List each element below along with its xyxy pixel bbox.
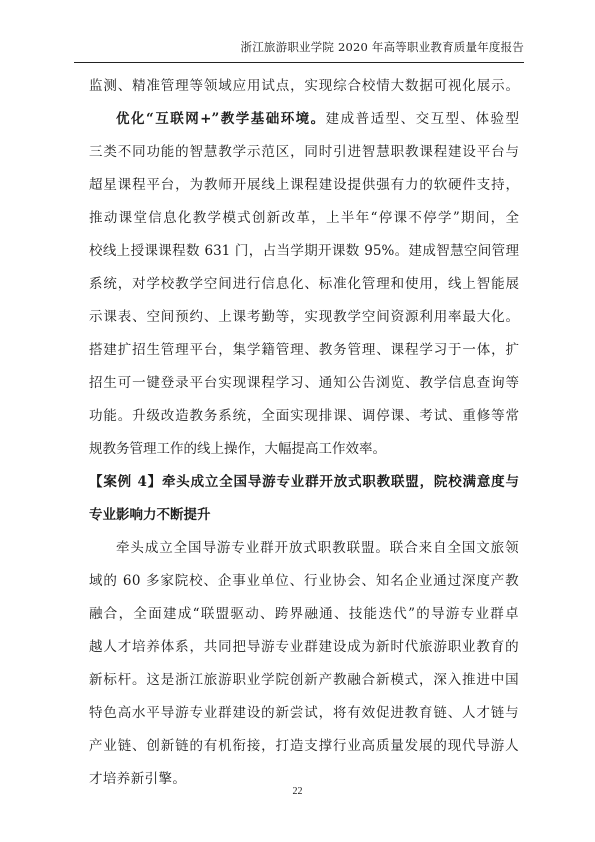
running-header [74,38,524,63]
paragraph-lead-heading: 优化“互联网+”教学基础环境。 [116,111,326,127]
page-number: 22 [292,786,303,797]
body-content [89,70,519,796]
case-line-1: 牵头成立全国导游专业群开放式职教联盟。联合来自全国文旅领 [116,540,519,556]
case-line-3: 融合，全面建成“联盟驱动、跨界融通、技能迭代”的导游专业群卓 [89,606,519,622]
header-title: 浙江旅游职业学院 2020 年高等职业教育质量年度报告 [240,40,524,54]
paragraph-lead-line [89,103,519,136]
case-title-line-2: 专业影响力不断提升 [89,507,211,523]
body-line-2: 三类不同功能的智慧教学示范区，同时引进智慧职教课程建设平台与 [89,144,519,160]
body-line-11: 规教务管理工作的线上操作，大幅提高工作效率。 [89,441,386,457]
paragraph-lead-text: 建成普适型、交互型、体验型 [325,111,519,127]
body-line-4: 推动课堂信息化教学模式创新改革，上半年“停课不停学”期间，全 [89,210,519,226]
body-line-6: 系统，对学校教学空间进行信息化、标准化管理和使用，线上智能展 [89,276,519,292]
case-line-5: 新标杆。这是浙江旅游职业学院创新产教融合新模式，深入推进中国 [89,672,519,688]
body-line-10: 功能。升级改造教务系统，全面实现排课、调停课、考试、重修等常 [89,408,519,424]
body-line-3: 超星课程平台，为教师开展线上课程建设提供强有力的软硬件支持， [89,177,519,193]
body-line-9: 招生可一键登录平台实现课程学习、通知公告浏览、教学信息查询等 [89,375,519,391]
case-line-6: 特色高水平导游专业群建设的新尝试，将有效促进教育链、人才链与 [89,705,519,721]
case-title-line-1: 【案例 4】牵头成立全国导游专业群开放式职教联盟，院校满意度与 [89,474,519,490]
body-line-8: 搭建扩招生管理平台，集学籍管理、教务管理、课程学习于一体，扩 [89,342,519,358]
body-line-7: 示课表、空间预约、上课考勤等，实现教学空间资源利用率最大化。 [89,309,519,325]
case-line-4: 越人才培养体系，共同把导游专业群建设成为新时代旅游职业教育的 [89,639,519,655]
case-line-8: 才培养新引擎。 [89,771,187,787]
body-line-5: 校线上授课课程数 631 门，占当学期开课数 95%。建成智慧空间管理 [89,243,519,259]
case-line-7: 产业链、创新链的有机衔接，打造支撑行业高质量发展的现代导游人 [89,738,519,754]
body-line-1: 监测、精准管理等领域应用试点，实现综合校情大数据可视化展示。 [89,78,519,94]
case-line-2: 域的 60 多家院校、企事业单位、行业协会、知名企业通过深度产教 [89,573,519,589]
